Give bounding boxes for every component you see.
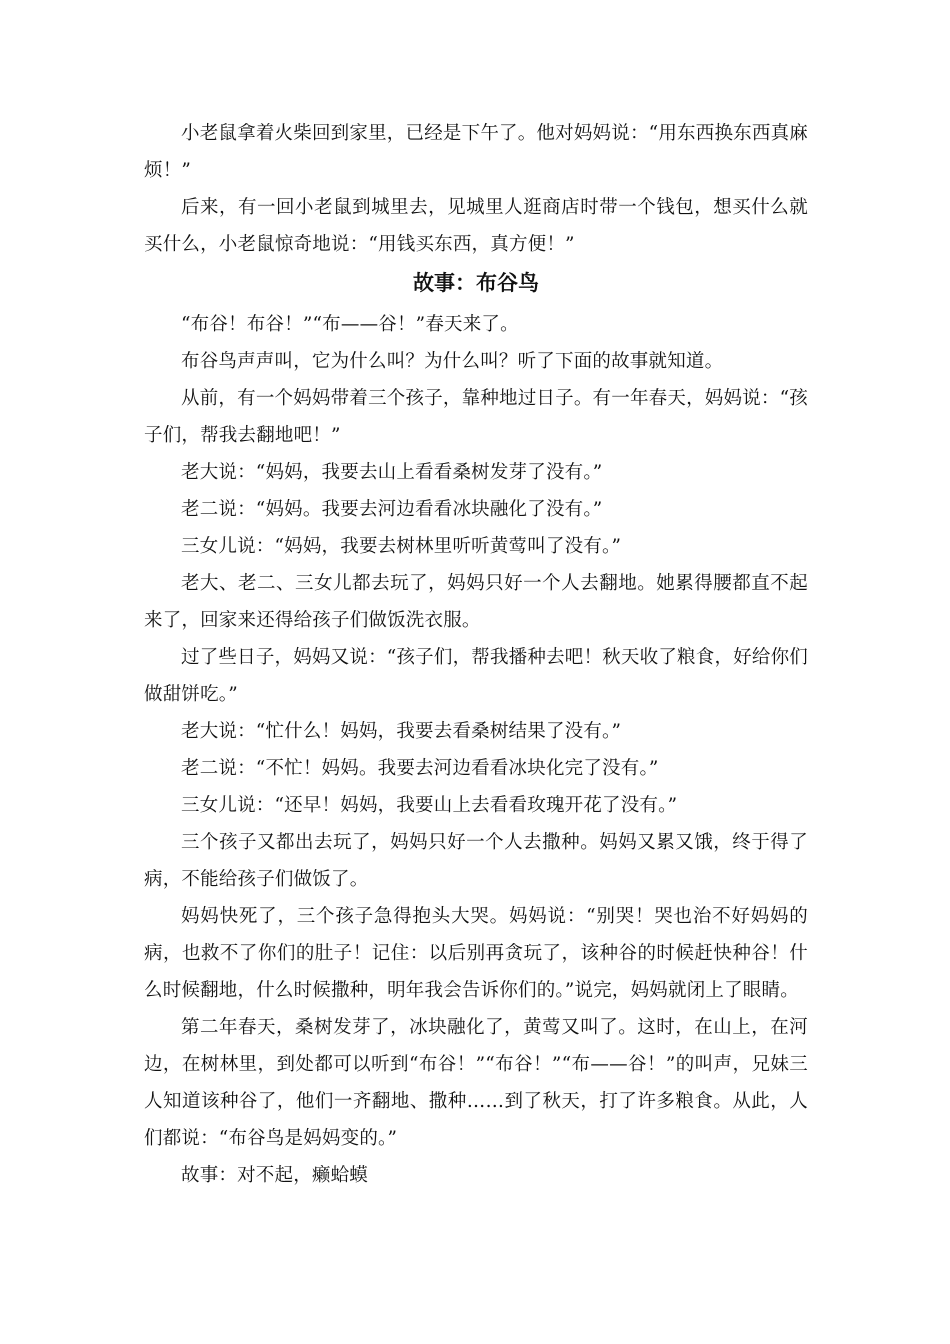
paragraph: 三个孩子又都出去玩了，妈妈只好一个人去撒种。妈妈又累又饿，终于得了病，不能给孩子们做饭了。 [144,832,808,890]
paragraph: 第二年春天，桑树发芽了，冰块融化了，黄莺又叫了。这时，在山上，在河边，在树林里，到处都可以听到“布谷！”“布谷！”“布——谷！”的叫声，兄妹三人知道该种谷了，他们一齐翻地、撒种……到了秋天，打了许多粮食。从此，人们都说：“布谷鸟是妈妈变的。” [144,1017,808,1149]
next-story-title: 故事：对不起，癞蛤蟆 [181,1165,369,1186]
paragraph: 小老鼠拿着火柴回到家里，已经是下午了。他对妈妈说：“用东西换东西真麻烦！” [144,123,808,181]
paragraph: 妈妈快死了，三个孩子急得抱头大哭。妈妈说：“别哭！哭也治不好妈妈的病，也救不了你们的肚子！记住：以后别再贪玩了，该种谷的时候赶快种谷！什么时候翻地，什么时候撒种，明年我会告诉你们的。”说完，妈妈就闭上了眼睛。 [144,906,808,1001]
paragraph: “布谷！布谷！”“布——谷！”春天来了。 [181,314,519,335]
paragraph: 老二说：“妈妈。我要去河边看看冰块融化了没有。” [181,499,603,520]
paragraph: 老大、老二、三女儿都去玩了，妈妈只好一个人去翻地。她累得腰都直不起来了，回家来还得给孩子们做饭洗衣服。 [144,573,808,631]
paragraph: 过了些日子，妈妈又说：“孩子们，帮我播种去吧！秋天收了粮食，好给你们做甜饼吃。” [144,647,808,705]
story-title: 故事：布谷鸟 [413,270,539,295]
paragraph: 三女儿说：“还早！妈妈，我要山上去看看玫瑰开花了没有。” [181,795,678,816]
paragraph: 从前，有一个妈妈带着三个孩子，靠种地过日子。有一年春天，妈妈说：“孩子们，帮我去翻地吧！” [144,388,808,446]
paragraph: 布谷鸟声声叫，它为什么叫？为什么叫？听了下面的故事就知道。 [181,351,724,372]
document-page [144,115,808,1194]
paragraph: 老大说：“忙什么！妈妈，我要去看桑树结果了没有。” [181,721,622,742]
paragraph: 三女儿说：“妈妈，我要去树林里听听黄莺叫了没有。” [181,536,622,557]
paragraph: 后来，有一回小老鼠到城里去，见城里人逛商店时带一个钱包，想买什么就买什么，小老鼠惊奇地说：“用钱买东西，真方便！” [144,197,808,255]
paragraph: 老大说：“妈妈，我要去山上看看桑树发芽了没有。” [181,462,603,483]
paragraph: 老二说：“不忙！妈妈。我要去河边看看冰块化完了没有。” [181,758,659,779]
